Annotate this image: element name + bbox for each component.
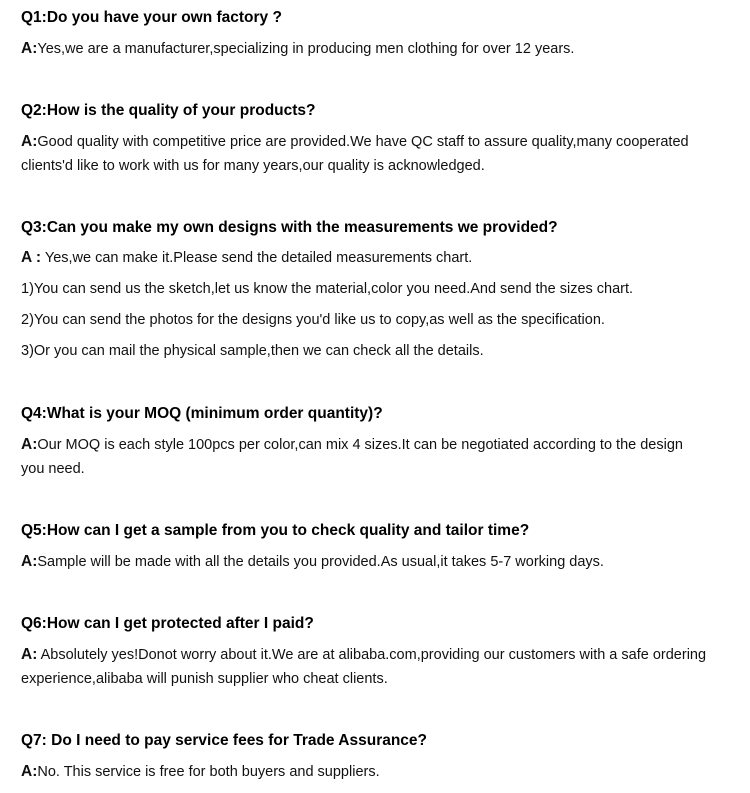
answer-q6-line-1 xyxy=(21,643,743,667)
answer-prefix: A: xyxy=(21,553,38,570)
answer-q3-step-1: 1)You can send us the sketch,let us know the material,color you need.And send the sizes chart. xyxy=(21,281,634,297)
answer-text: Absolutely yes!Donot worry about it.We are at alibaba.com,providing our customers with a safe ordering xyxy=(37,647,707,663)
faq-item-q3 xyxy=(21,218,743,363)
answer-q3-step-2: 2)You can send the photos for the designs you'd like us to copy,as well as the specification. xyxy=(21,312,605,328)
answer-prefix: A : xyxy=(21,249,42,266)
question-q7: Q7: Do I need to pay service fees for Trade Assurance? xyxy=(21,732,428,749)
answer-q4-line-2: you need. xyxy=(21,461,85,477)
answer-text: Sample will be made with all the details you provided.As usual,it takes 5-7 working days. xyxy=(37,554,604,570)
faq-item-q6 xyxy=(21,614,743,691)
question-q6: Q6:How can I get protected after I paid? xyxy=(21,615,314,632)
faq-item-q2 xyxy=(21,101,743,178)
answer-prefix: A: xyxy=(21,763,38,780)
answer-text: No. This service is free for both buyers and suppliers. xyxy=(37,764,380,780)
answer-q3-line-1 xyxy=(21,246,743,270)
answer-text: Good quality with competitive price are provided.We have QC staff to assure quality,many cooperated xyxy=(37,134,689,150)
question-q1: Q1:Do you have your own factory ? xyxy=(21,9,282,26)
question-q5: Q5:How can I get a sample from you to check quality and tailor time? xyxy=(21,522,530,539)
question-q4: Q4:What is your MOQ (minimum order quantity)? xyxy=(21,405,383,422)
answer-text: Yes,we can make it.Please send the detailed measurements chart. xyxy=(41,250,473,266)
answer-q1-line-1 xyxy=(21,37,743,61)
answer-prefix: A: xyxy=(21,133,38,150)
question-q3: Q3:Can you make my own designs with the measurements we provided? xyxy=(21,219,558,236)
question-q2: Q2:How is the quality of your products? xyxy=(21,102,316,119)
faq-item-q4 xyxy=(21,404,743,481)
answer-prefix: A: xyxy=(21,436,38,453)
answer-q5-line-1 xyxy=(21,550,743,574)
faq-item-q5 xyxy=(21,521,743,574)
answer-q7-line-1 xyxy=(21,760,743,784)
answer-q2-line-2: clients'd like to work with us for many years,our quality is acknowledged. xyxy=(21,158,485,174)
answer-q3-step-3: 3)Or you can mail the physical sample,then we can check all the details. xyxy=(21,343,484,359)
answer-q4-line-1 xyxy=(21,433,743,457)
answer-prefix: A: xyxy=(21,40,38,57)
answer-prefix: A: xyxy=(21,646,38,663)
answer-q6-line-2: experience,alibaba will punish supplier who cheat clients. xyxy=(21,671,388,687)
answer-q2-line-1 xyxy=(21,130,743,154)
faq-item-q1 xyxy=(21,8,743,61)
answer-text: Our MOQ is each style 100pcs per color,can mix 4 sizes.It can be negotiated according to the design xyxy=(37,437,683,453)
answer-text: Yes,we are a manufacturer,specializing in producing men clothing for over 12 years. xyxy=(37,41,575,57)
faq-item-q7 xyxy=(21,731,743,784)
